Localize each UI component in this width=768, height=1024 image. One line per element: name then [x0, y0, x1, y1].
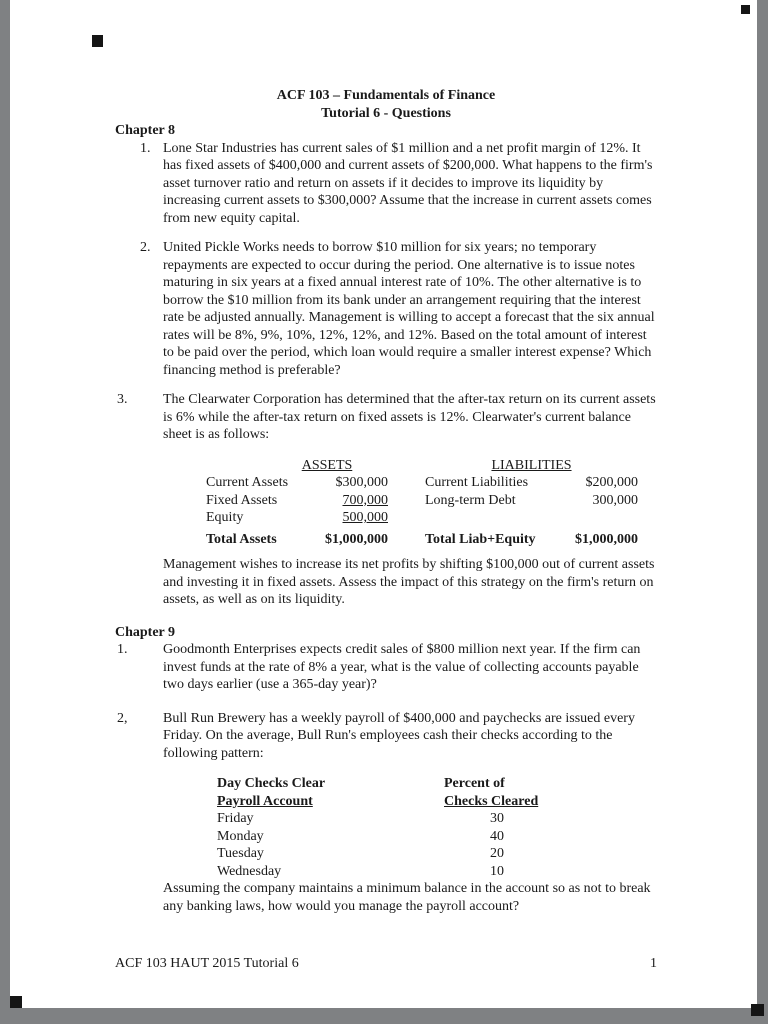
question-text: United Pickle Works needs to borrow $10 million for six years; no temporary repayments are expected to occur during the period. One alternative is to issue notes maturing in six years at a fixed annual interest rate of 10%. The other alternative is to borrow the $10 million from its bank under an arrangement requiring that the interest rate be adjusted annually. Management is willing to accept a forecast that the six annual rates will be 8%, 9%, 10%, 12%, 12%, and 12%. Based on the total amount of interest to be paid over the period, which loan would require a smaller interest expense? Which financing method is preferable? — [163, 240, 655, 378]
table-cell: 500,000 — [342, 510, 388, 525]
question-number: 2. — [140, 240, 151, 255]
question-text: Bull Run Brewery has a weekly payroll of $400,000 and paychecks are issued every Friday. On the average, Bull Run's employees cash their checks according to the following pattern: — [163, 710, 635, 761]
table-cell: Long-term Debt — [425, 492, 516, 508]
table-cell — [560, 509, 638, 527]
table-cell: 20 — [490, 846, 504, 861]
table-cell: Total Assets — [206, 531, 277, 547]
balance-sheet-liabilities-header: LIABILITIES — [491, 457, 572, 473]
scan-artifact-top-left — [92, 35, 103, 47]
chapter8-heading: Chapter 8 — [115, 123, 176, 138]
question-text: Lone Star Industries has current sales of $1 million and a net profit margin of 12%. It has fixed assets of $400,000 and current assets of $200,000. What happens to the firm's asset turnover ratio and return on assets if it decides to improve its liquidity by increasing current assets to $300,000? Assume that the increase in current assets comes from new equity capital. — [163, 140, 653, 226]
table-cell — [425, 509, 560, 527]
document-title — [115, 87, 657, 122]
table-cell: Friday — [217, 811, 254, 826]
table-cell: Monday — [217, 828, 264, 844]
table-cell: Current Assets — [206, 475, 289, 490]
table-header: Payroll Account — [217, 793, 313, 809]
table-cell: Equity — [206, 510, 244, 525]
question-number: 2, — [117, 710, 128, 726]
table-cell: $300,000 — [335, 475, 388, 490]
check-clearing-table — [217, 775, 657, 880]
table-cell: $1,000,000 — [325, 531, 388, 547]
document-content — [10, 0, 757, 915]
question-text: Goodmonth Enterprises expects credit sales of $800 million next year. If the firm can invest funds at the rate of 8% a year, what is the value of collecting accounts payable two days earlier (use a 365-day year)? — [163, 642, 641, 692]
page-footer — [115, 956, 657, 972]
page-number: 1 — [650, 956, 657, 971]
chapter9-question-1 — [115, 641, 657, 694]
balance-sheet-assets-header: ASSETS — [301, 457, 353, 473]
chapter8-question-3-continued: Management wishes to increase its net profits by shifting $100,000 out of current assets and investing it in fixed assets. Assess the impact of this strategy on the firm's return on assets, as well as on its liquidity. — [163, 557, 655, 607]
table-cell: Total Liab+Equity — [425, 531, 536, 547]
scan-artifact-top-right — [741, 5, 750, 14]
table-cell: $200,000 — [585, 475, 638, 490]
chapter8-question-1 — [115, 140, 657, 228]
table-cell: 700,000 — [342, 492, 388, 508]
chapter9-question-2 — [115, 710, 657, 763]
scan-artifact-bottom-left — [10, 996, 22, 1008]
document-page — [10, 0, 757, 1008]
balance-sheet-table — [206, 457, 657, 549]
scan-artifact-bottom-right — [751, 1004, 764, 1016]
table-cell: Fixed Assets — [206, 492, 278, 508]
chapter8-question-3 — [115, 391, 657, 444]
chapter9-heading: Chapter 9 — [115, 624, 176, 640]
table-cell: Current Liabilities — [425, 475, 529, 490]
table-header: Checks Cleared — [444, 793, 539, 809]
question-number: 3. — [117, 392, 128, 407]
table-cell: $1,000,000 — [575, 531, 638, 547]
question-number: 1. — [117, 642, 128, 657]
table-header: Percent of — [444, 776, 505, 791]
table-cell: 30 — [490, 811, 504, 826]
document-title-line1: ACF 103 – Fundamentals of Finance — [276, 88, 496, 103]
table-cell: 300,000 — [592, 492, 638, 508]
chapter8-question-2 — [115, 239, 657, 379]
chapter9-question-2-continued: Assuming the company maintains a minimum balance in the account so as not to break any banking laws, how would you manage the payroll account? — [163, 881, 651, 914]
table-header: Day Checks Clear — [217, 776, 326, 791]
table-cell: Tuesday — [217, 846, 264, 861]
document-title-line2: Tutorial 6 - Questions — [321, 105, 451, 121]
footer-course-label: ACF 103 HAUT 2015 Tutorial 6 — [115, 956, 299, 971]
question-number: 1. — [140, 140, 151, 156]
table-cell: Wednesday — [217, 863, 282, 879]
question-text: The Clearwater Corporation has determined that the after-tax return on its current assets is 6% while the after-tax return on fixed assets is 12%. Clearwater's current balance sheet is as follows: — [163, 392, 656, 442]
table-cell: 40 — [490, 828, 504, 844]
table-cell: 10 — [490, 863, 504, 879]
